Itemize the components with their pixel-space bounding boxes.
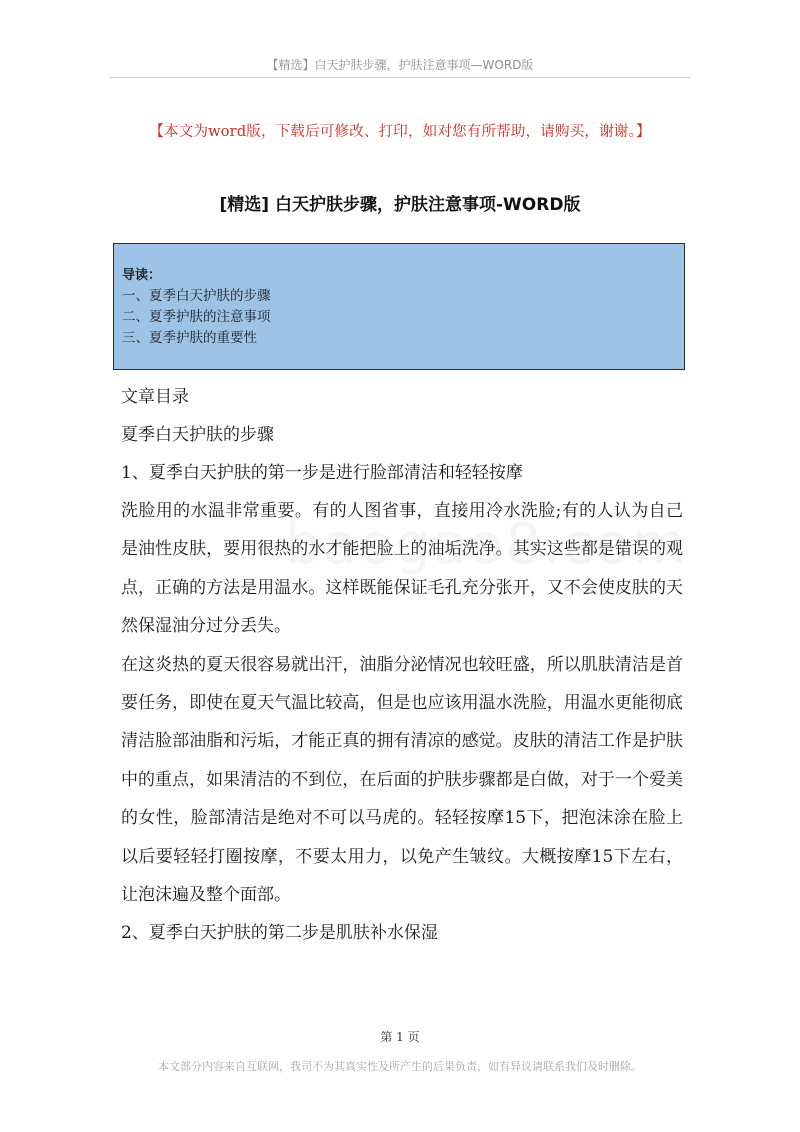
step2-heading: 2、夏季白天护肤的第二步是肌肤补水保湿 <box>121 923 438 944</box>
guide-label: 导读： <box>122 268 162 283</box>
paragraph-1: 洗脸用的水温非常重要。有的人图省事，直接用冷水洗脸;有的人认为自己是油性皮肤，要用很热的水才能把脸上的油垢洗净。其实这些都是错误的观点，正确的方法是用温水。这样既能保证毛孔充分张开，又不会使皮肤的天然保湿油分过分丢失。 <box>121 501 683 637</box>
page-header: 【精选】白天护肤步骤，护肤注意事项—WORD版 <box>266 58 534 72</box>
download-notice: 【本文为word版，下载后可修改、打印，如对您有所帮助，请购买，谢谢。】 <box>149 124 651 140</box>
step1-heading: 1、夏季白天护肤的第一步是进行脸部清洁和轻轻按摩 <box>121 463 523 483</box>
guide-item-2: 二、夏季护肤的注意事项 <box>122 309 271 325</box>
document-body <box>121 378 683 952</box>
guide-box <box>113 243 685 370</box>
header-divider <box>110 77 690 78</box>
paragraph-2: 在这炎热的夏天很容易就出汗，油脂分泌情况也较旺盛，所以肌肤清洁是首要任务，即使在夏天气温比较高，但是也应该用温水洗脸，用温水更能彻底清洁脸部油脂和污垢，才能正真的拥有清凉的感觉。皮肤的清洁工作是护肤中的重点，如果清洁的不到位，在后面的护肤步骤都是白做，对于一个爱美的女性，脸部清洁是绝对不可以马虎的。轻轻按摩15下，把泡沫涂在脸上以后要轻轻打圈按摩，不要太用力，以免产生皱纹。大概按摩15下左右，让泡沫遍及整个面部。 <box>121 654 683 906</box>
guide-item-1: 一、夏季白天护肤的步骤 <box>122 288 271 304</box>
toc-heading: 文章目录 <box>121 387 189 407</box>
page-number: 第 1 页 <box>380 1030 420 1044</box>
footer-disclaimer: 本文部分内容来自互联网，我司不为其真实性及所产生的后果负责，如有异议请联系我们及时删除。 <box>158 1060 642 1073</box>
section-heading: 夏季白天护肤的步骤 <box>121 425 274 445</box>
guide-item-3: 三、夏季护肤的重要性 <box>122 330 257 346</box>
document-title: [精选] 白天护肤步骤，护肤注意事项-WORD版 <box>219 195 581 215</box>
